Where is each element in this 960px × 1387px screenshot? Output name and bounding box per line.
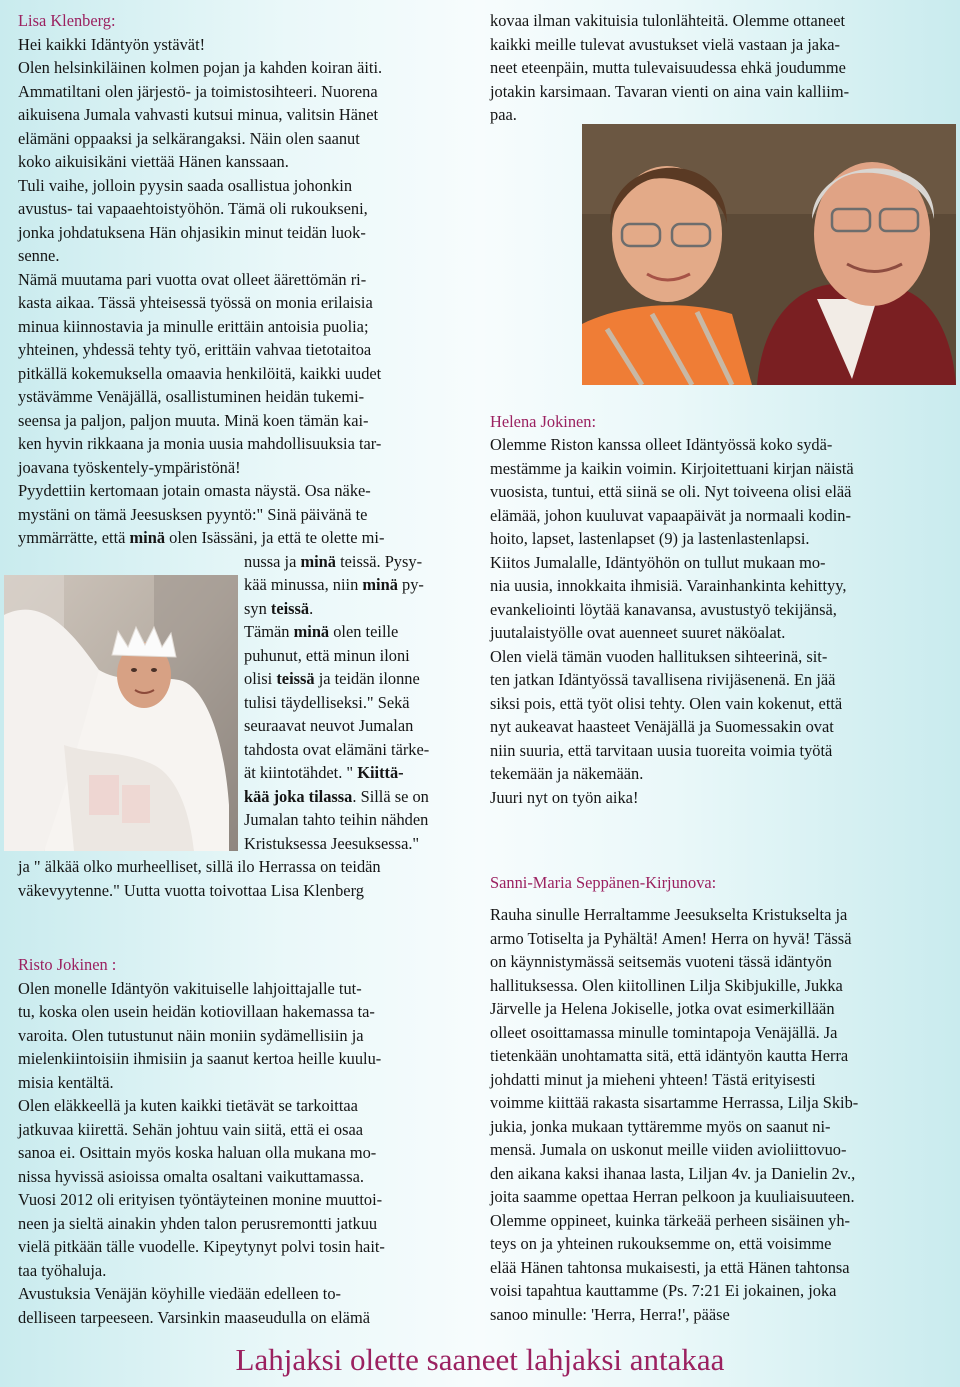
lisa-text-line: koko aikuisikäni viettää Hänen kanssaan. [18, 152, 289, 171]
risto-text-line: taa työhaluja. [18, 1260, 107, 1280]
sanni-text-line: johdatti minut ja mieheni yhteen! Tästä erityisesti [490, 1069, 816, 1089]
risto-text-line: misia kentältä. [18, 1072, 114, 1092]
helena-text-line: Kiitos Jumalalle, Idäntyöhön on tullut mukaan mo- [490, 552, 826, 572]
risto-text-line: paa. [490, 105, 517, 124]
text-span: Jumalan tahto teihin nähden [244, 810, 429, 829]
lisa-text-line: jonka johdatuksena Hän ohjasikin minut teidän luok- [18, 222, 366, 242]
lisa-text-line: ja " älkää olko murheelliset, sillä ilo Herrassa on teidän [18, 857, 381, 876]
lisa-text-line [244, 644, 410, 668]
risto-text-line: kovaa ilman vakituisia tulonlähteitä. Olemme ottaneet [490, 11, 846, 30]
lisa-text-line: Nämä muutama pari vuotta ovat olleet äärettömän ri- [18, 269, 367, 289]
text-span: nussa ja [244, 551, 301, 571]
sanni-text-line: voimme kiittää rakasta sisartamme Herrassa, Lilja Skib- [490, 1093, 859, 1112]
emphasis-text: minä [300, 551, 336, 571]
emphasis-text: kää joka tilassa [244, 786, 353, 806]
helena-text-line: siksi pois, että työt olisi tehty. Olen vain kokenut, että [490, 693, 843, 713]
text-span: ja teidän ilonne [314, 669, 420, 688]
lisa-text-line: senne. [18, 246, 60, 265]
emphasis-text: teissä [270, 598, 310, 618]
lisa-text-line: mystäni on tämä Jeesusksen pyyntö:" Sinä päivänä te [18, 504, 368, 524]
lisa-text-line: kasta aikaa. Tässä yhteisessä työssä on monia erilaisia [18, 293, 373, 312]
lisa-text-line: Ammatiltani olen järjestö- ja toimistosihteeri. Nuorena [18, 81, 378, 101]
risto-text-line: jotakin karsimaan. Tavaran vienti on aina vain kalliim- [490, 81, 850, 101]
text-span: Tämän [244, 622, 294, 641]
text-span: seuraavat neuvot Jumalan [244, 716, 414, 735]
text-span: Kristuksessa Jeesuksessa." [244, 833, 420, 853]
risto-text-line: vielä pitkään tälle vuodelle. Kipeytynyt polvi tosin hait- [18, 1237, 385, 1256]
lisa-text-line: Olen helsinkiläinen kolmen pojan ja kahden koiran äiti. [18, 58, 383, 77]
lisa-text-line: Hei kaikki Idäntyön ystävät! [18, 34, 206, 54]
emphasis-text: teissä [276, 669, 315, 688]
text-span: . Pysy- [376, 551, 423, 571]
text-span: ymmärrätte, että [18, 528, 130, 547]
helena-text-line: tekemään ja näkemään. [490, 764, 644, 783]
lisa-heading: Lisa Klenberg: [18, 11, 116, 30]
text-span: . [309, 598, 314, 618]
risto-text-line: varoita. Olen tutustunut näin moniin sydämellisiin ja [18, 1025, 364, 1045]
risto-text-line: Olen eläkkeellä ja kuten kaikki tietävät se tarkoittaa [18, 1096, 358, 1115]
risto-text-line: Olen monelle Idäntyön vakituiselle lahjoittajalle tut- [18, 978, 362, 998]
lisa-text-line [244, 667, 420, 691]
helena-text-line: Olemme Riston kanssa olleet Idäntyössä koko sydä- [490, 435, 833, 454]
text-span: syn [244, 598, 271, 618]
helena-text-line: vuosista, tuntui, että siinä se oli. Nyt toiveena olisi elää [490, 482, 852, 501]
sanni-text-line: sanoo minulle: 'Herra, Herra!', pääse [490, 1304, 730, 1324]
helena-text-line: niin suuria, että tarvitaan uusia tuoreita voimia työtä [490, 740, 833, 760]
sanni-text-line: Olemme oppineet, kuinka tärkeää perheen sisäinen yh- [490, 1210, 851, 1230]
lisa-text-line: Pyydettiin kertomaan jotain omasta näystä. Osa näke- [18, 481, 371, 500]
lisa-text-line [244, 714, 413, 738]
helena-text-line: ten jatkan Idäntyössä tavallisena rivijäsenenä. En jää [490, 670, 836, 689]
text-span: kää minussa, niin [244, 575, 363, 594]
text-span: . Sillä se on [352, 786, 429, 806]
risto-text-line: delliseen tarpeeseen. Varsinkin maaseudulla on elämä [18, 1307, 370, 1327]
lisa-text-line [18, 526, 384, 550]
lisa-text-line [244, 832, 419, 856]
emphasis-text: minä [293, 622, 330, 641]
sanni-text-line: tietenkään unohtamatta sitä, että idäntyön kautta Herra [490, 1046, 849, 1065]
risto-text-line: nissa hyvissä asioissa omalta osaltani vaikuttamassa. [18, 1166, 364, 1186]
sanni-text-line: on käynnistymässä seitsemäs vuoteni tässä idäntyön [490, 952, 832, 971]
text-span: olen Isässäni, ja että te olette mi- [165, 528, 385, 547]
lisa-text-line [244, 573, 424, 597]
text-span: olisi [244, 669, 277, 688]
risto-text-line: Avustuksia Venäjän köyhille viedään edelleen to- [18, 1284, 342, 1303]
lisa-text-line [244, 620, 398, 644]
lisa-text-line [244, 761, 404, 785]
helena-text-line: Juuri nyt on työn aika! [490, 787, 639, 807]
risto-text-line: neen ja sieltä ainakin yhden talon perusremontti jatkuu [18, 1213, 378, 1233]
lisa-text-line: seensa ja paljon, paljon muuta. Minä koen tämän kai- [18, 410, 369, 430]
helena-text-line: nia uusia, innokkaita ihmisiä. Varainhankinta kehittyy, [490, 576, 847, 595]
lisa-text-line [244, 597, 313, 621]
lisa-text-line [244, 808, 428, 832]
lisa-text-line [244, 785, 429, 809]
sanni-text-line: teys on ja yhteinen rukouksemme on, että voisimme [490, 1234, 832, 1253]
sanni-heading: Sanni-Maria Seppänen-Kirjunova: [490, 873, 717, 892]
lisa-text-line: minua kiinnostavia ja minulle erittäin antoisia puolia; [18, 316, 369, 336]
helena-text-line: juutalaistyölle ovat auenneet suuret näköalat. [490, 623, 786, 642]
text-span: puhunut, että minun iloni [244, 645, 410, 665]
emphasis-text: minä [362, 575, 398, 594]
photo-lisa-klenberg [4, 575, 238, 851]
risto-text-line: mielenkiintoisiin ihmisiin ja saanut kertoa heille kuulu- [18, 1049, 382, 1068]
lisa-text-line [244, 550, 422, 574]
sanni-text-line: jukia, jonka mukaan tyttäremme myös on saanut ni- [490, 1116, 831, 1136]
lisa-text-line: elämäni oppaaksi ja selkärangaksi. Näin olen saanut [18, 128, 360, 148]
text-span: tahdosta ovat elämäni tärke- [244, 739, 430, 759]
risto-text-line: sanoa ei. Osittain myös koska haluan olla mukana mo- [18, 1143, 377, 1162]
lisa-text-line: aikuisena Jumala vahvasti kutsui minua, valitsin Hänet [18, 105, 379, 124]
lisa-text-line: avustus- tai vapaaehtoistyöhön. Tämä oli rukoukseni, [18, 199, 368, 218]
risto-text-line: tu, koska olen usein heidän kotiovillaan hakemassa ta- [18, 1002, 375, 1021]
risto-text-line: jatkuvaa kiirettä. Sehän johtuu vain siitä, että ei osaa [18, 1119, 364, 1139]
photo-risto-helena-jokinen [582, 124, 956, 385]
lisa-text-line: ken hyvin rikkaana ja monia uusia mahdollisuuksia tar- [18, 434, 382, 453]
sanni-text-line: Rauha sinulle Herraltamme Jeesukselta Kristukselta ja [490, 905, 848, 924]
sanni-text-line: hallituksessa. Olen kiitollinen Lilja Skibjukille, Jukka [490, 975, 843, 995]
risto-text-line: kaikki meille tulevat avustukset vielä vastaan ja jaka- [490, 34, 840, 54]
sanni-text-line: voisi tapahtua kauttamme (Ps. 7:21 Ei jokainen, joka [490, 1281, 837, 1300]
text-span: teissä [335, 551, 377, 571]
text-span: olen teille [329, 622, 399, 641]
helena-text-line: hoito, lapset, lastenlapset (9) ja lastenlastenlapsi. [490, 529, 810, 548]
text-span: py- [397, 575, 424, 594]
emphasis-text: minä [129, 528, 166, 547]
risto-text-line: Vuosi 2012 oli erityisen työntäyteinen monine muuttoi- [18, 1190, 383, 1209]
sanni-text-line: olleet osoittamassa minulle tomintapoja Venäjällä. Ja [490, 1022, 838, 1042]
helena-text-line: nyt aukeavat haasteet Venäjällä ja Suomessakin ovat [490, 717, 834, 736]
lisa-text-line: joavana työskentely-ympäristönä! [18, 457, 241, 477]
sanni-text-line: joita saamme opettaa Herran pelkoon ja kuuliaisuuteen. [490, 1187, 855, 1206]
helena-text-line: elämää, johon kuuluvat vapaapäivät ja normaali kodin- [490, 505, 851, 525]
footer-verse: Lahjaksi olette saaneet lahjaksi antakaa [235, 1342, 725, 1377]
helena-text-line: evankeliointi löytää kanavansa, avustustyö tekijänsä, [490, 599, 837, 619]
text-span: tulisi täydelliseksi." Sekä [244, 692, 410, 712]
risto-text-line: neet eteenpäin, mutta tulevaisuudessa ehkä joudumme [490, 58, 846, 77]
lisa-text-line: pitkällä kokemuksella omaavia henkilöitä, kaikki uudet [18, 363, 382, 383]
emphasis-text: Kiittä- [357, 763, 404, 782]
sanni-text-line: Järvelle ja Helena Jokiselle, jotka ovat esimerkillään [490, 999, 835, 1018]
helena-text-line: Olen vielä tämän vuoden hallituksen sihteerinä, sit- [490, 646, 828, 666]
sanni-text-line: armo Totiselta ja Pyhältä! Amen! Herra on hyvä! Tässä [490, 928, 852, 948]
lisa-text-line: yhteinen, yhdessä tehty työ, erittäin vahvaa tietotaitoa [18, 340, 372, 359]
sanni-text-line: mensä. Jumala on uskonut meille viiden avioliittovuo- [490, 1140, 847, 1159]
lisa-text-line: ystävämme Venäjällä, osallistuminen heidän tukemi- [18, 387, 365, 406]
lisa-text-line: väkevyytenne." Uutta vuotta toivottaa Lisa Klenberg [18, 880, 364, 900]
helena-heading: Helena Jokinen: [490, 412, 597, 431]
lisa-text-line: Tuli vaihe, jolloin pyysin saada osallistua johonkin [18, 175, 353, 195]
sanni-text-line: den aikana kaksi ihanaa lasta, Liljan 4v. ja Danielin 2v., [490, 1163, 856, 1183]
risto-heading: Risto Jokinen : [18, 955, 117, 974]
helena-text-line: mestämme ja kaikin voimin. Kirjoitettuani kirjan näistä [490, 458, 854, 478]
lisa-text-line [244, 691, 410, 715]
sanni-text-line: elää Hänen tahtonsa mukaisesti, ja että Hänen tahtonsa [490, 1257, 850, 1277]
lisa-text-line [244, 738, 429, 762]
text-span: ät kiintotähdet. " [244, 763, 358, 782]
